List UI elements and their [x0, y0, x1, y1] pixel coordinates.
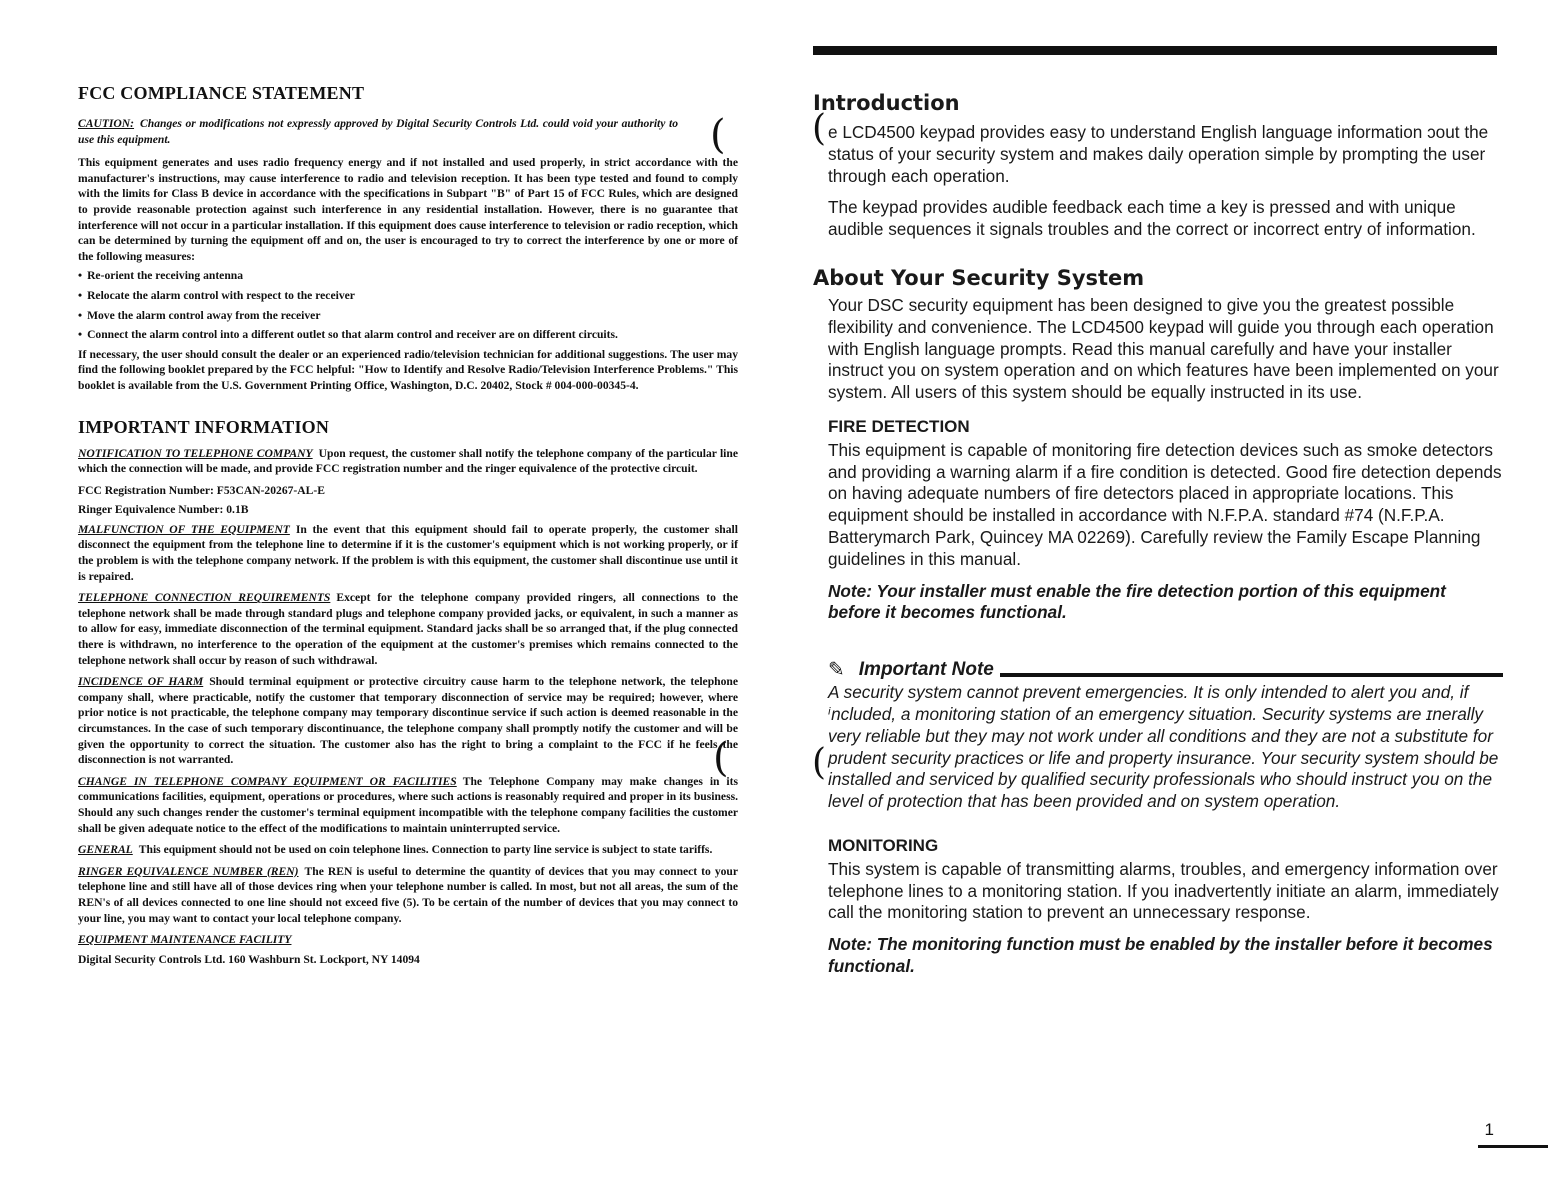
measure-item: • Move the alarm control away from the receiver — [78, 308, 738, 324]
intro-page — [813, 90, 1503, 978]
important-note-header — [828, 658, 1503, 682]
telephone-connection-lead: TELEPHONE CONNECTION REQUIREMENTS — [78, 591, 331, 605]
harm-section — [78, 674, 738, 768]
fcc-registration: FCC Registration Number: F53CAN-20267-AL-E — [78, 483, 325, 497]
ren-lead: RINGER EQUIVALENCE NUMBER (REN) — [78, 864, 299, 878]
important-note-body: A security system cannot prevent emergencies. It is only intended to alert you and, if ⁱncluded, a monitoring station of an emergency situation. Security systems are ɪnerally very reliable but they may not work under all conditions and they are not a substitute for prudent security practices or life and property insurance. Your security system should be installed and serviced by qualified security professionals who should instruct you on the level of protection that has been provided and on system operation. — [828, 682, 1499, 812]
scan-mark: ( — [812, 108, 827, 149]
pencil-icon: ✎ — [828, 659, 845, 682]
harm-text: Should terminal equipment or protective circuitry cause harm to the telephone network, the telephone company shall, where practicable, notify the customer that temporary disconnection of service may be required; however, where prior notice is not practicable, the telephone company may temporary discontinue service if such action is deemed reasonable in the circumstances. In the case of such temporary discontinuance, the telephone company shall promptly notify the customer and will be given the opportunity to correct the situation. The customer also has the right to bring a complaint to the FCC if he feels the disconnection is not warranted. — [78, 675, 738, 767]
fcc-body: This equipment generates and uses radio frequency energy and if not installed and used properly, in strict accordance with the manufacturer's instructions, may cause interference to radio and television reception. It has been type tested and found to comply with the limits for Class B device in accordance with the specifications in Subpart "B" of Part 15 of FCC Rules, which are designed to provide reasonable protection against such interference in any residential installation. However, there is no guarantee that interference will not occur in a particular installation. If this equipment does cause interference to television or radio reception, which can be determined by turning the equipment off and on, the user is encouraged to try to correct the interference by one or more of the following measures: — [78, 156, 738, 263]
important-note-rule — [1000, 673, 1503, 677]
notification-section — [78, 446, 738, 477]
ren-text: The REN is useful to determine the quantity of devices that you may connect to your telephone line and still have all of those devices ring when your telephone number is called. In most, but not all areas, the sum of the REN's of all devices connected to one line should not exceed five (5). To be certain of the number of devices that you may connect to your line, you may want to contact your local telephone company. — [78, 864, 739, 925]
malfunction-section — [78, 522, 738, 584]
ringer-equivalence: Ringer Equivalence Number: 0.1B — [78, 503, 249, 517]
facility-lead-line — [78, 932, 738, 948]
change-section — [78, 774, 738, 836]
ren-section — [78, 864, 738, 926]
monitoring-title: MONITORING — [828, 835, 939, 855]
about-body — [813, 295, 1503, 978]
measures-list — [78, 268, 738, 342]
scan-mark: ( — [710, 112, 726, 158]
intro-body — [813, 122, 1503, 241]
important-note-title: Important Note — [858, 659, 994, 681]
malfunction-text: In the event that this equipment should fail to operate properly, the customer shall disconnect the equipment from the telephone line to determine if it is the customer's equipment which is not working properly, or if the problem is with the telephone company network. If the problem is with this equipment, the customer shall discontinue use until it is repaired. — [78, 522, 738, 583]
intro-paragraph-2: The keypad provides audible feedback each time a key is pressed and with unique audible sequences it signals troubles and the correct or incorrect entry of information. — [828, 197, 1476, 240]
monitoring-text: This system is capable of transmitting alarms, troubles, and emergency information over telephone lines to a monitoring station. If you inadvertently initiate an alarm, immediately call the monitoring station to prevent an unnecessary response. — [828, 858, 1499, 923]
important-info-title: IMPORTANT INFORMATION — [78, 416, 330, 437]
measure-item: • Re-orient the receiving antenna — [78, 268, 738, 284]
page-number: 1 — [1484, 1120, 1494, 1139]
telephone-connection-text: Except for the telephone company provided ringers, all connections to the telephone network shall be made through standard plugs and telephone company provided jacks, or equivalent, in such a manner as to allow for easy, immediate disconnection of the terminal equipment. Standard jacks shall be so arranged that, if the plug connected there is withdrawn, no interference to the operation of the equipment at the customer's premises which remains connected to the telephone network shall occur by reason of such withdrawal. — [78, 591, 739, 667]
measure-item: • Relocate the alarm control with respect to the receiver — [78, 288, 738, 304]
fcc-closing: If necessary, the user should consult the dealer or an experienced radio/television technician for additional suggestions. The user may find the following booklet prepared by the FCC helpful: "How to Identify and Resolve Radio/Television Interference Problems." This booklet is available from the U.S. Government Printing Office, Washington, D.C. 20402, Stock # 004-000-00345-4. — [78, 347, 738, 392]
facility-lead: EQUIPMENT MAINTENANCE FACILITY — [78, 933, 292, 947]
measure-item: • Connect the alarm control into a different outlet so that alarm control and receiver are on different circuits. — [78, 327, 738, 343]
change-lead: CHANGE IN TELEPHONE COMPANY EQUIPMENT OR FACILITIES — [78, 774, 457, 788]
notification-lead: NOTIFICATION TO TELEPHONE COMPANY — [78, 446, 313, 460]
notification-text: Upon request, the customer shall notify the telephone company of the particular line which the connection will be made, and provide FCC registration number and the ringer equivalence of the protective circuit. — [78, 446, 738, 476]
telephone-connection-section — [78, 590, 738, 668]
general-lead: GENERAL — [78, 843, 133, 857]
fire-note: Note: Your installer must enable the fire detection portion of this equipment before it becomes functional. — [828, 580, 1446, 623]
harm-lead: INCIDENCE OF HARM — [78, 675, 204, 689]
facility-address: Digital Security Controls Ltd. 160 Washburn St. Lockport, NY 14094 — [78, 952, 420, 966]
caution-paragraph — [78, 116, 738, 147]
malfunction-lead: MALFUNCTION OF THE EQUIPMENT — [78, 522, 290, 536]
caution-text: Changes or modifications not expressly approved by Digital Security Controls Ltd. could void your authority to use this equipment. — [78, 117, 678, 146]
scan-mark: ( — [812, 742, 827, 783]
change-text: The Telephone Company may make changes in its communications facilities, equipment, operations or procedures, where such actions is reasonably required and proper in its business. Should any such changes render the customer's terminal equipment incompatible with the telephone company facilities the customer shall be given adequate notice to the effect of the modifications to maintain uninterrupted service. — [78, 774, 739, 835]
top-rule — [813, 46, 1497, 55]
general-section — [78, 842, 738, 858]
important-note-text — [828, 682, 1503, 813]
important-note-box — [828, 658, 1503, 813]
fcc-title: FCC COMPLIANCE STATEMENT — [78, 83, 365, 103]
fire-detection-text: This equipment is capable of monitoring fire detection devices such as smoke detectors and providing a warning alarm if a fire condition is detected. Good fire detection depends on having adequate numbers of fire detectors placed in appropriate locations. This equipment should be installed in accordance with N.F.P.A. standard #74 (N.F.P.A. Batterymarch Park, Quincey MA 02269). Carefully review the Family Escape Planning guidelines in this manual. — [828, 439, 1502, 569]
intro-paragraph-1: e LCD4500 keypad provides easy to understand English language information ɔout the status of your security system and makes daily operation simple by prompting the user through each operation. — [828, 122, 1489, 186]
monitoring-note: Note: The monitoring function must be enabled by the installer before it becomes functional. — [828, 934, 1493, 976]
page-number-rule — [1478, 1145, 1548, 1148]
about-paragraph: Your DSC security equipment has been designed to give you the greatest possible flexibility and convenience. The LCD4500 keypad will guide you through each operation with English language prompts. Read this manual carefully and have your installer instruct you on system operation and on which features have been implemented on your system. All users of this system should be equally instructed in its use. — [828, 294, 1499, 403]
scan-mark: ( — [713, 735, 729, 781]
fcc-page — [78, 82, 738, 971]
intro-title: Introduction — [813, 91, 960, 115]
caution-lead: CAUTION: — [78, 117, 135, 130]
about-title: About Your Security System — [813, 265, 1145, 290]
general-text: This equipment should not be used on coin telephone lines. Connection to party line service is subject to state tariffs. — [138, 843, 713, 857]
fire-detection-title: FIRE DETECTION — [828, 416, 970, 436]
